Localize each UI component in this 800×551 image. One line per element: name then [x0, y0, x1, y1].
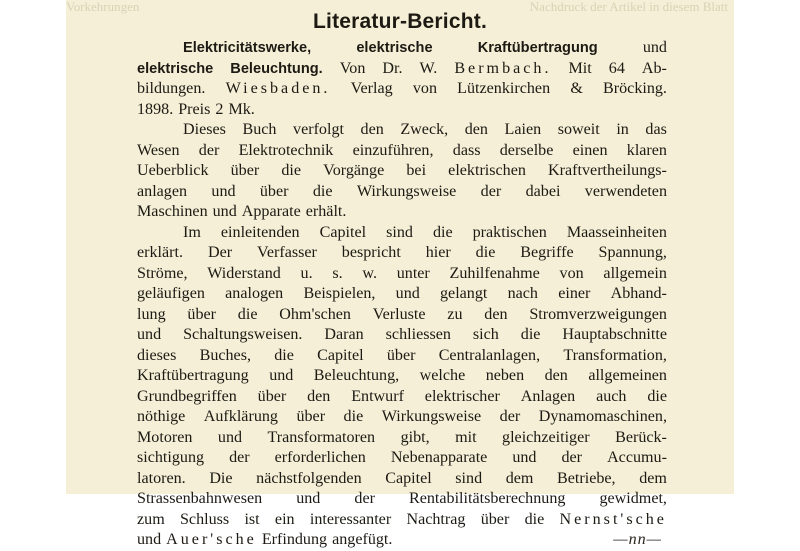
word: und — [211, 182, 236, 200]
word: die — [237, 305, 258, 323]
word: & — [570, 80, 583, 97]
word: Stromverzweigungen — [529, 305, 667, 323]
word: ist — [244, 510, 260, 528]
word: Kraftübertragung — [477, 40, 598, 56]
word: erforderlichen — [274, 449, 366, 466]
word: elektrischer — [424, 387, 500, 405]
word: W. — [419, 59, 438, 77]
word: Kraftübertragung — [137, 367, 249, 384]
word: 2 — [215, 100, 224, 118]
word: zu — [447, 305, 463, 323]
word: den — [307, 387, 331, 405]
word: geläufigen — [137, 285, 205, 302]
word: die — [343, 408, 364, 425]
word: Ueberblick — [137, 162, 209, 179]
bleed-through-text-right: Nachdruck der Artikel in diesem Blatt — [529, 0, 728, 14]
word: die — [274, 346, 294, 364]
word: Ab- — [641, 59, 667, 77]
word: klaren — [626, 141, 667, 159]
word: Preis — [178, 100, 211, 118]
word: anlagen — [137, 182, 188, 200]
word: Strassenbahnwesen — [137, 490, 263, 507]
word: Mit — [568, 59, 592, 77]
word: einen — [572, 141, 608, 159]
page-title: Literatur-Bericht. — [313, 10, 487, 33]
word: s. — [332, 264, 343, 282]
word: die — [312, 182, 333, 200]
word: allgemein — [603, 264, 667, 282]
word: interessanter — [309, 510, 392, 528]
text-line — [137, 530, 667, 551]
word: schliessen — [385, 326, 451, 343]
word: von — [559, 264, 584, 282]
word: sichtigung — [137, 449, 205, 466]
word: Nachtrag — [406, 510, 466, 528]
word: elektrischen — [448, 162, 526, 179]
word: Transformation, — [563, 346, 667, 364]
word: Wesen — [137, 141, 180, 159]
word: über — [230, 162, 260, 179]
word: Der — [207, 244, 233, 261]
word: der — [499, 408, 521, 425]
word: nächstfolgenden — [256, 469, 362, 487]
word: Nernst'sche — [559, 510, 667, 528]
word: Grundbegriffen — [137, 387, 237, 405]
word: den — [484, 305, 508, 323]
word: Lützenkirchen — [457, 80, 551, 97]
text-line — [137, 407, 667, 428]
word: 1898. — [137, 100, 174, 118]
word: die — [520, 326, 541, 343]
word: Apparate — [241, 203, 301, 220]
bleed-through-text-left: Vorkehrungen — [66, 0, 140, 14]
word: einzuführen, — [352, 141, 434, 159]
word: Transformatoren — [267, 428, 376, 446]
word: Verluste — [372, 305, 426, 323]
text-line — [137, 387, 667, 408]
scanned-page — [66, 0, 734, 548]
word: verfolgt — [293, 121, 344, 138]
word: praktischen — [472, 223, 547, 241]
word: latoren. — [137, 469, 186, 487]
word: 64 — [608, 59, 625, 77]
word: über — [480, 510, 510, 528]
word: den — [360, 121, 384, 138]
word: Auer'sche — [166, 531, 257, 548]
word: Erfindung — [261, 531, 328, 548]
word: lung — [137, 305, 166, 323]
word: erhält. — [305, 203, 347, 220]
word: Nebenapparate — [390, 449, 488, 466]
word: Zuhilfenahme — [449, 264, 540, 282]
text-line — [137, 120, 667, 141]
word: Beispielen, — [303, 285, 376, 302]
text-line — [137, 305, 667, 326]
word: Wiesbaden. — [225, 80, 331, 97]
word: mit — [455, 428, 477, 446]
word: Entwurf — [351, 387, 404, 405]
word: verwendeten — [584, 182, 667, 200]
word: der — [561, 449, 583, 466]
word: sind — [386, 223, 413, 241]
review-body — [137, 38, 667, 551]
word: einer — [558, 285, 591, 302]
word: ein — [274, 510, 295, 528]
word: die — [524, 510, 545, 528]
word: Bröcking. — [603, 80, 667, 97]
text-line — [137, 264, 667, 285]
text-line — [137, 510, 667, 531]
text-line — [137, 79, 667, 100]
text-line — [137, 284, 667, 305]
word: das — [645, 121, 667, 138]
word: Accumu- — [607, 449, 667, 466]
word: Maschinen — [137, 203, 208, 220]
word: Dynamomaschinen, — [538, 408, 667, 425]
word: gelangt — [440, 285, 488, 302]
word: die — [281, 162, 302, 179]
word: von — [412, 80, 437, 97]
word: Vorgänge — [323, 162, 385, 179]
word: Buches, — [199, 346, 251, 364]
word: gibt, — [400, 428, 430, 446]
word: Begriffe — [520, 244, 574, 261]
word: Beleuchtung, — [313, 367, 400, 384]
text-line — [137, 202, 667, 223]
word: über — [386, 346, 416, 364]
text-line — [137, 428, 667, 449]
word: Dr. — [382, 59, 403, 77]
word: Maasseinheiten — [566, 223, 667, 241]
word: der — [354, 490, 375, 507]
word: Wirkungsweise — [381, 408, 482, 425]
word: analogen — [225, 285, 284, 302]
word: Ohm'schen — [279, 305, 351, 323]
text-line — [137, 366, 667, 387]
word: sind — [455, 469, 483, 487]
word: Spannung, — [598, 244, 667, 261]
word: und — [137, 326, 162, 343]
word: Berück- — [615, 428, 667, 446]
word: über — [259, 182, 289, 200]
word: sich — [472, 326, 499, 343]
word: Von — [339, 59, 366, 77]
word: Die — [209, 469, 233, 487]
word: einleitenden — [220, 223, 300, 241]
text-line — [137, 243, 667, 264]
word: die — [475, 244, 496, 261]
word: und — [296, 490, 321, 507]
text-line — [137, 346, 667, 367]
word: auch — [596, 387, 627, 405]
word: Daran — [324, 326, 364, 343]
word: über — [296, 408, 326, 425]
word: unter — [396, 264, 430, 282]
word: w. — [362, 264, 377, 282]
word: hier — [425, 244, 451, 261]
word: u. — [300, 264, 313, 282]
word: Capitel — [385, 469, 432, 487]
word: angefügt. — [332, 531, 393, 548]
word: Anlagen — [520, 387, 576, 405]
word: Verfasser — [257, 244, 317, 261]
word: dem — [639, 469, 667, 487]
word: und — [137, 531, 162, 548]
word: Zweck, — [400, 121, 449, 138]
word: den — [544, 367, 568, 384]
word: zum — [137, 510, 165, 528]
word: der — [229, 449, 250, 466]
word: Verlag — [350, 80, 393, 97]
word: gewidmet, — [599, 490, 667, 507]
word: nöthige — [137, 408, 186, 425]
word: dabei — [525, 182, 561, 200]
word: die — [432, 223, 453, 241]
word: Aufklärung — [203, 408, 278, 425]
word: Buch — [242, 121, 277, 138]
text-line — [137, 141, 667, 162]
word: bildungen. — [137, 80, 206, 97]
word: Dieses — [183, 121, 226, 138]
word: Schluss — [179, 510, 230, 528]
text-line — [137, 469, 667, 490]
word: und — [269, 367, 294, 384]
text-line — [137, 223, 667, 244]
word: welche — [419, 367, 466, 384]
word: Rentabilitätsberechnung — [409, 490, 566, 507]
word: Hauptabschnitte — [562, 326, 667, 343]
word: Betriebe, — [557, 469, 616, 487]
word: bespricht — [341, 244, 401, 261]
word: allgemeinen — [588, 367, 667, 384]
text-line — [137, 100, 667, 121]
text-line — [137, 182, 667, 203]
word: Kraftvertheilungs- — [548, 162, 667, 179]
text-line — [137, 59, 667, 80]
word: die — [647, 387, 667, 405]
text-line — [137, 448, 667, 469]
word: Ströme, — [137, 264, 188, 282]
word: über — [257, 387, 287, 405]
word: Motoren — [137, 428, 193, 446]
word: Elektricitätswerke, — [183, 40, 312, 56]
word: der — [198, 141, 220, 159]
word: Im — [183, 223, 201, 241]
word: neben — [485, 367, 525, 384]
word: und — [512, 449, 537, 466]
word: erklärt. — [137, 244, 184, 261]
text-line — [137, 325, 667, 346]
author-signature: —nn— — [613, 531, 662, 548]
text-line — [137, 489, 667, 510]
word: Mk. — [228, 100, 255, 118]
word: Beleuchtung. — [230, 60, 323, 77]
word: der — [480, 182, 502, 200]
word: Centralanlagen, — [438, 346, 541, 364]
word: und — [212, 203, 237, 220]
word: Wirkungsweise — [356, 182, 457, 200]
word: und — [395, 285, 420, 302]
word: Laien — [504, 121, 542, 138]
word: über — [187, 305, 217, 323]
word: soweit — [557, 121, 600, 138]
word: Capitel — [319, 223, 367, 241]
word: Capitel — [317, 346, 364, 364]
word: gleichzeitiger — [502, 428, 590, 446]
word: Elektrotechnik — [238, 141, 334, 159]
word: und — [217, 428, 243, 446]
word: und — [642, 39, 667, 56]
word: dieses — [137, 346, 177, 364]
word: den — [464, 121, 488, 138]
word: elektrische — [137, 60, 214, 77]
word: bei — [406, 162, 427, 179]
word: Schaltungsweisen. — [183, 326, 303, 343]
word: nach — [507, 285, 538, 302]
word: elektrische — [356, 40, 433, 56]
word: derselbe — [499, 141, 554, 159]
word: in — [616, 121, 629, 138]
text-line — [137, 38, 667, 59]
word: Abhand- — [610, 285, 667, 302]
word: dass — [452, 141, 481, 159]
word: Widerstand — [207, 264, 281, 282]
word: dem — [505, 469, 534, 487]
text-line — [137, 161, 667, 182]
word: Bermbach. — [454, 59, 552, 77]
